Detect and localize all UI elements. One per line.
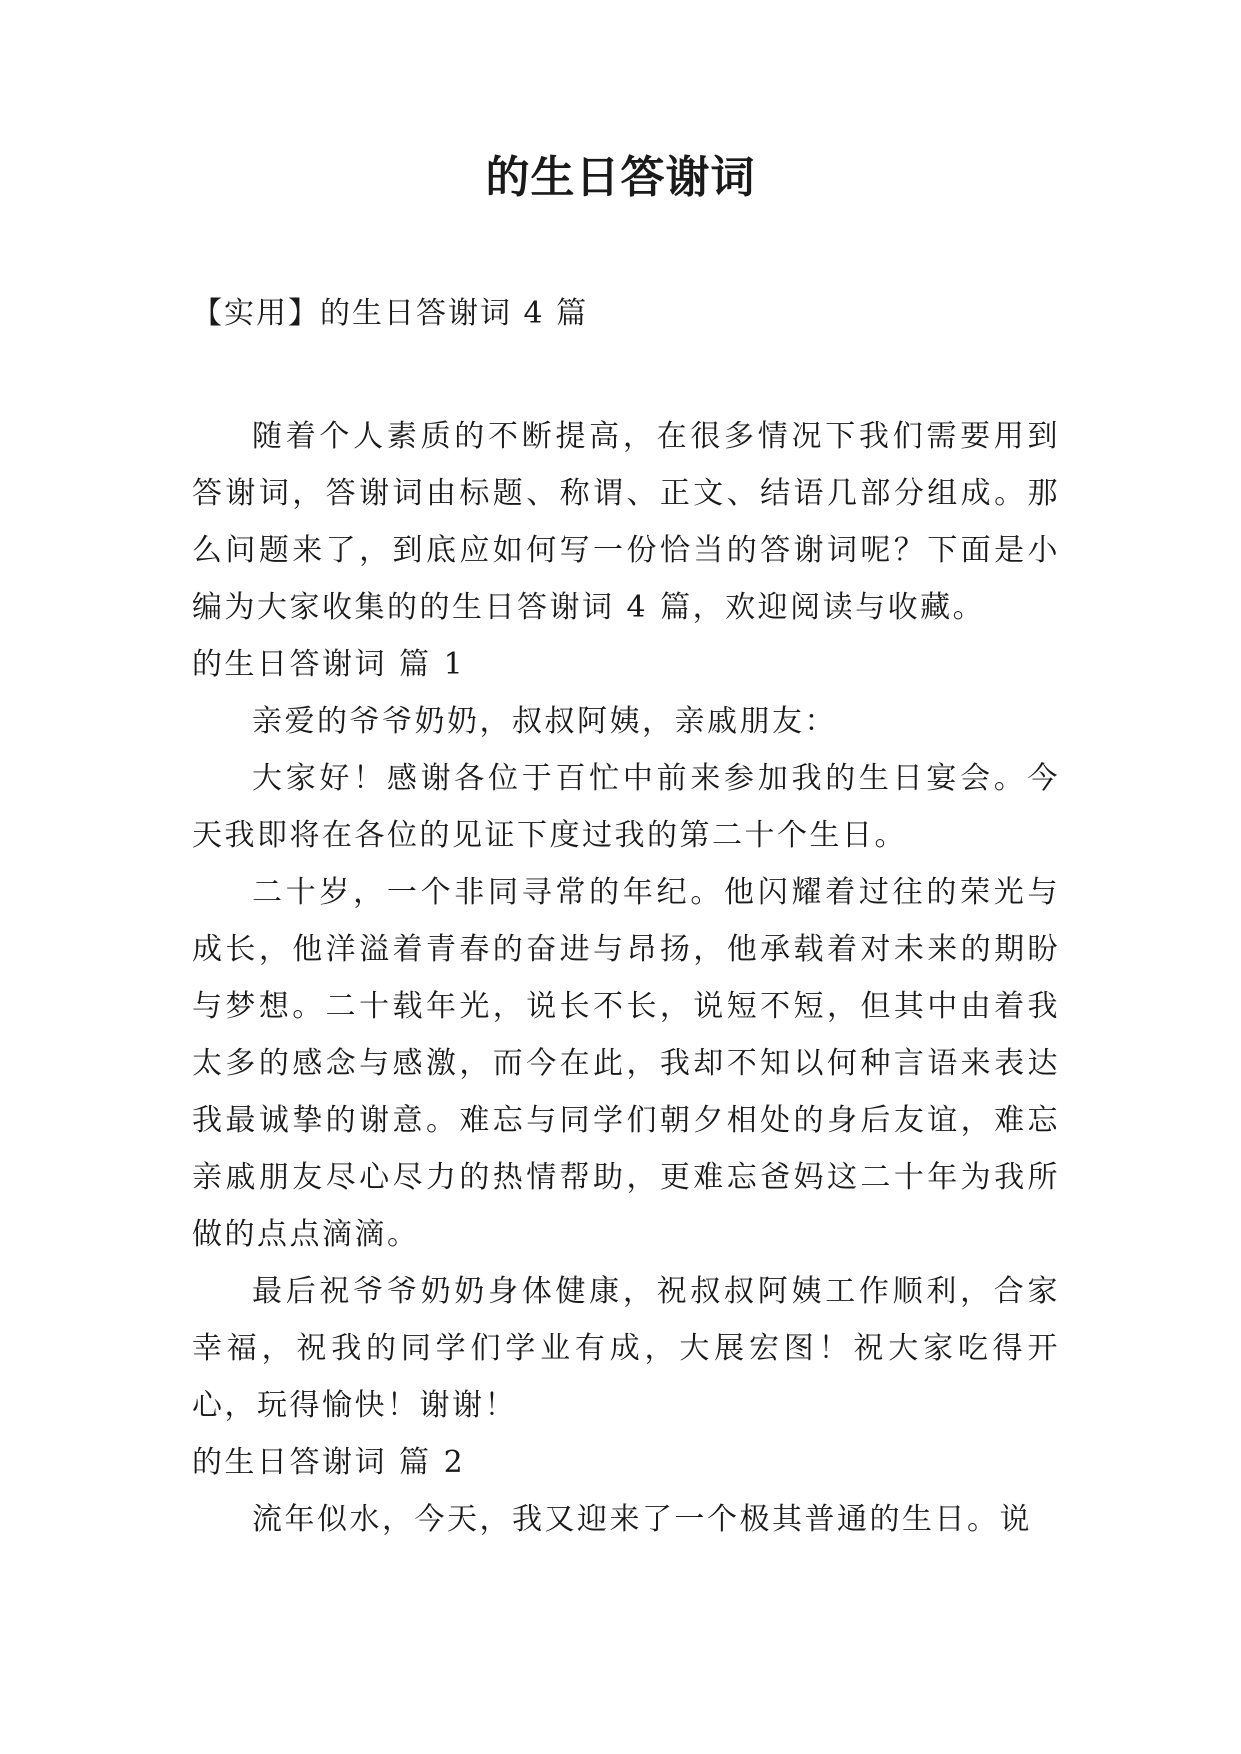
section-heading-2: 的生日答谢词 篇 2: [192, 1445, 466, 1480]
paragraph-section2-start: 流年似水，今天，我又迎来了一个极其普通的生日。说: [252, 1502, 1032, 1537]
paragraph-closing: 最后祝爷爷奶奶身体健康，祝叔叔阿姨工作顺利，合家幸福，祝我的同学们学业有成，大展宏图！祝大家吃得开心，玩得愉快！谢谢！: [192, 1274, 1060, 1423]
paragraph-salutation: 亲爱的爷爷奶奶，叔叔阿姨，亲戚朋友：: [252, 704, 837, 739]
paragraph-twenty-years: 二十岁，一个非同寻常的年纪。他闪耀着过往的荣光与成长，他洋溢着青春的奋进与昂扬，他承载着对未来的期盼与梦想。二十载年光，说长不长，说短不短，但其中由着我太多的感念与感激，而今在此，我却不知以何种言语来表达我最诚挚的谢意。难忘与同学们朝夕相处的身后友谊，难忘亲戚朋友尽心尽力的热情帮助，更难忘爸妈这二十年为我所做的点点滴滴。: [192, 875, 1060, 1252]
section-heading-1: 的生日答谢词 篇 1: [192, 647, 466, 682]
document-body: [192, 408, 1060, 1548]
intro-paragraph: 随着个人素质的不断提高，在很多情况下我们需要用到答谢词，答谢词由标题、称谓、正文、结语几部分组成。那么问题来了，到底应如何写一份恰当的答谢词呢？下面是小编为大家收集的的生日答谢词 4 篇，欢迎阅读与收藏。: [192, 419, 1060, 625]
document-subtitle: 【实用】的生日答谢词 4 篇: [192, 296, 589, 331]
document-title: 的生日答谢词: [485, 152, 756, 203]
paragraph-greeting: 大家好！感谢各位于百忙中前来参加我的生日宴会。今天我即将在各位的见证下度过我的第二十个生日。: [192, 761, 1060, 853]
